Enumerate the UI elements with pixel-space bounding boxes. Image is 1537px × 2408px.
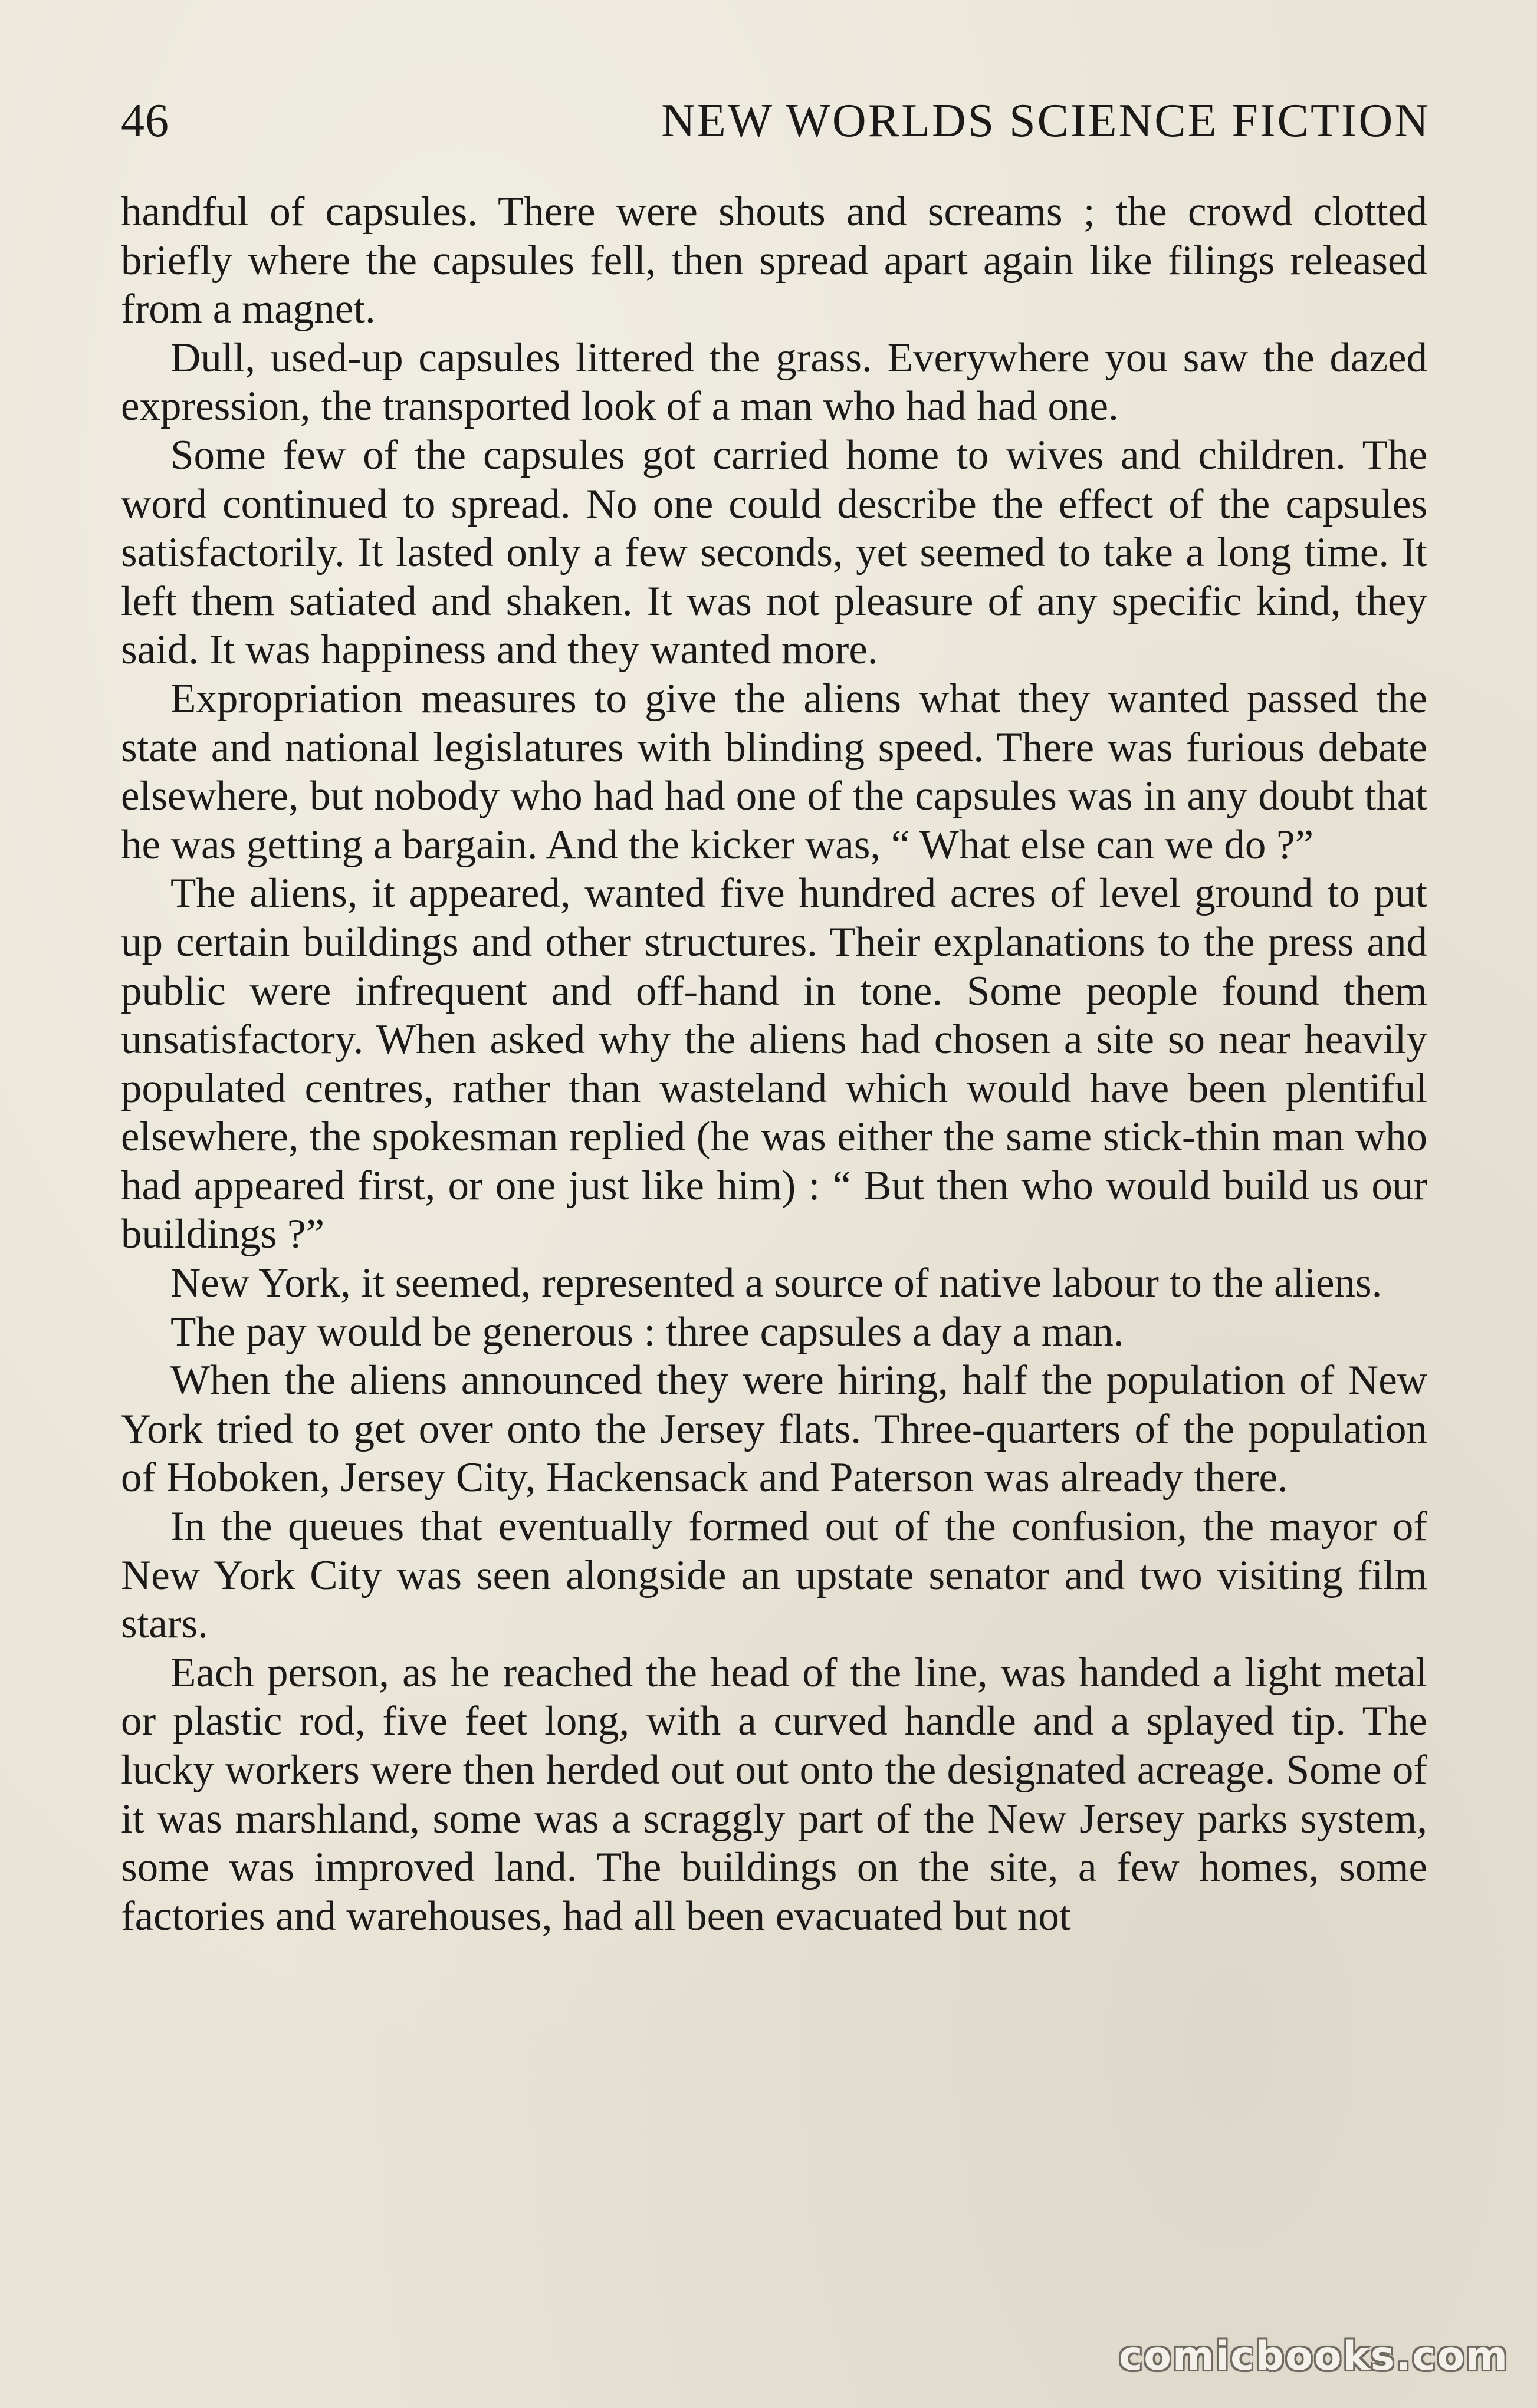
body-text — [121, 187, 1427, 1940]
paragraph: Expropriation measures to give the aliens what they wanted passed the state and national legislatures with blinding speed. There was furious debate elsewhere, but nobody who had had one of the capsules was in any doubt that he was getting a bargain. And the kicker was, “ What else can we do ?” — [121, 675, 1427, 868]
paragraph: handful of capsules. There were shouts and screams ; the crowd clotted briefly where the capsules fell, then spread apart again like filings released from a magnet. — [121, 189, 1427, 333]
paragraph: Some few of the capsules got carried home to wives and children. The word continued to spread. No one could describe the effect of the capsules satisfactorily. It lasted only a few seconds, yet seemed to take a long time. It left them satiated and shaken. It was not pleasure of any specific kind, they said. It was happiness and they wanted more. — [121, 432, 1427, 673]
paragraph: In the queues that eventually formed out of the confusion, the mayor of New York City was seen alongside an upstate senator and two visiting film stars. — [121, 1504, 1427, 1647]
paragraph: The aliens, it appeared, wanted five hundred acres of level ground to put up certain buildings and other structures. Their explanations to the press and public were infrequent and off-hand in tone. Some people found them unsatisfactory. When asked why the aliens had chosen a site so near heavily populated centres, rather than wasteland which would have been plentiful elsewhere, the spokesman replied (he was either the same stick-thin man who had appeared first, or one just like him) : “ But then who would build us our buildings ?” — [121, 870, 1427, 1258]
running-head — [121, 88, 1430, 153]
paragraph: New York, it seemed, represented a source of native labour to the aliens. — [170, 1260, 1382, 1307]
page-number: 46 — [121, 95, 169, 147]
paragraph: The pay would be generous : three capsules a day a man. — [170, 1308, 1124, 1355]
running-title: NEW WORLDS SCIENCE FICTION — [661, 95, 1430, 147]
paragraph: Dull, used-up capsules littered the grass. Everywhere you saw the dazed expression, the transported look of a man who had had one. — [121, 334, 1427, 430]
paragraph: Each person, as he reached the head of the line, was handed a light metal or plastic rod, five feet long, with a curved handle and a splayed tip. The lucky workers were then herded out out onto the designated acreage. Some of it was marshland, some was a scraggly part of the New Jersey parks system, some was improved land. The buildings on the site, a few homes, some factories and warehouses, had all been evacuated but not — [121, 1649, 1427, 1939]
watermark: comicbooks.com — [1118, 2333, 1509, 2380]
paragraph: When the aliens announced they were hiring, half the population of New York tried to get over onto the Jersey flats. Three-quarters of the population of Hoboken, Jersey City, Hackensack and Paterson was already there. — [121, 1357, 1427, 1501]
